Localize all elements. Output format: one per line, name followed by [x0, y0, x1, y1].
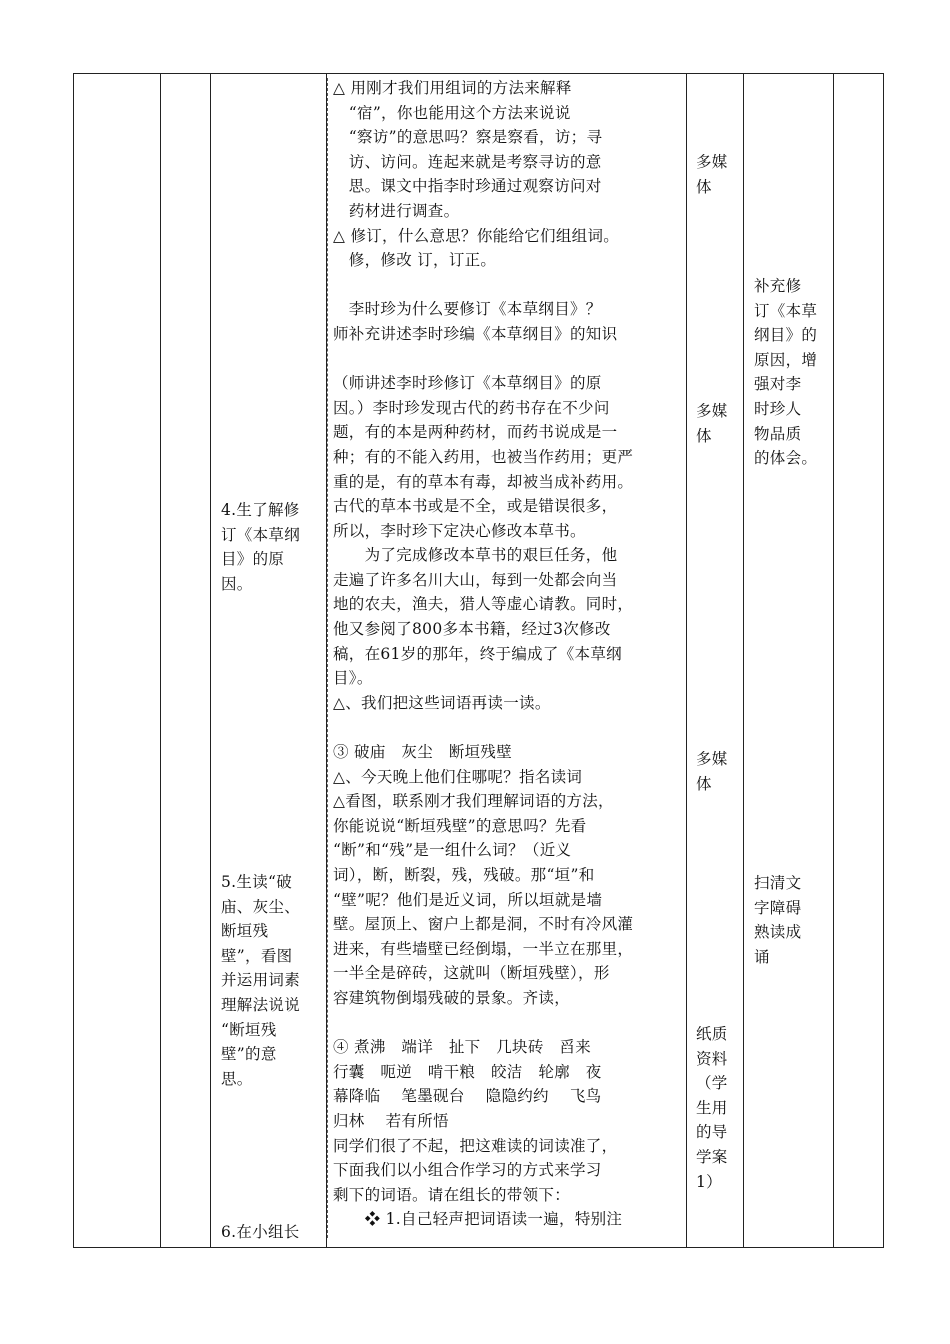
activity-line: 理解法说说: [221, 995, 301, 1014]
activity-line: 5.生读“破: [221, 873, 293, 891]
media-line: 体: [696, 177, 712, 196]
dashed-margin-line: [327, 78, 328, 1238]
content-line: 同学们很了不起，把这难读的词读准了，: [333, 1136, 618, 1155]
content-line: “宿”，你也能用这个方法来说说: [333, 103, 571, 122]
lesson-plan-table: [73, 73, 884, 1248]
activity-line: 4.生了解修: [221, 501, 300, 519]
intent-line: 物品质: [754, 424, 802, 443]
content-line: 行囊 呃逆 啃干粮 皎洁 轮廓 夜: [333, 1062, 602, 1081]
content-line: 一半全是碎砖，这就叫（断垣残壁），形: [333, 964, 610, 983]
content-line: 下面我们以小组合作学习的方式来学习: [333, 1161, 602, 1180]
media-line: 纸质: [696, 1025, 728, 1043]
content-line: 幕降临 笔墨砚台 隐隐约约 飞鸟: [333, 1087, 602, 1106]
content-line: 走遍了许多名川大山，每到一处都会向当: [333, 570, 618, 589]
activity-line: 因。: [221, 574, 253, 593]
content-line: 目》。: [333, 669, 373, 688]
intent-line: 原因，增: [754, 350, 818, 369]
content-line: 药材进行调查。: [333, 201, 460, 220]
content-line: [333, 715, 633, 740]
column-media: [687, 74, 744, 1248]
content-line: 为了完成修改本草书的艰巨任务，他: [333, 546, 618, 565]
content-line: △、我们把这些词语再读一读。: [333, 693, 551, 712]
column-teaching-content: [327, 74, 687, 1248]
content-line: 稿，在61岁的那年，终于编成了《本草纲: [333, 644, 622, 663]
media-line: （学: [696, 1074, 728, 1093]
content-line: 剩下的词语。请在组长的带领下：: [333, 1185, 571, 1204]
activity-line: 断垣残: [221, 922, 269, 941]
intent-line: 时珍人: [754, 399, 802, 418]
media-line: 生用: [696, 1098, 728, 1117]
activity-line: 壁”的意: [221, 1045, 277, 1064]
content-line: 题，有的本是两种药材，而药书说成是一: [333, 423, 618, 442]
content-line: 地的农夫，渔夫，猎人等虚心请教。同时，: [333, 595, 634, 614]
content-line: 古代的草本书或是不全，或是错误很多，: [333, 497, 618, 516]
intent-line: 补充修: [754, 277, 802, 295]
activity-line: 目》的原: [221, 550, 285, 569]
intent-line: 诵: [754, 947, 770, 966]
intent-line: 订《本草: [754, 301, 818, 320]
content-line: 思。课文中指李时珍通过观察访问对: [333, 177, 602, 196]
content-line: 词），断，断裂，残，残破。那“垣”和: [333, 866, 595, 884]
content-line: 修，修改 订，订正。: [333, 251, 497, 270]
intent-line: 熟读成: [754, 923, 802, 942]
content-line: 所以，李时珍下定决心修改本草书。: [333, 521, 586, 540]
content-line: [333, 1011, 633, 1036]
activity-line: 订《本草纲: [221, 525, 301, 544]
content-line: 访、访问。连起来就是考察寻访的意: [333, 152, 602, 171]
content-line: “察访”的意思吗？察是察看，访；寻: [333, 128, 603, 147]
content-line: 师补充讲述李时珍编《本草纲目》的知识: [333, 324, 618, 343]
media-block: [696, 399, 728, 448]
activity-line: 壁”，看图: [221, 946, 293, 965]
media-line: 学案: [696, 1147, 728, 1166]
intent-block: [754, 871, 801, 969]
activity-line: 6.在小组长: [221, 1223, 300, 1241]
intent-line: 的体会。: [754, 449, 818, 468]
media-block: [696, 1022, 728, 1194]
column-design-intent: [744, 74, 834, 1248]
activity-block-5: [221, 870, 300, 1091]
media-line: 资料: [696, 1049, 728, 1068]
content-line: 因。）李时珍发现古代的药书存在不少问: [333, 398, 610, 417]
intent-line: 字障碍: [754, 898, 802, 917]
intent-line: 强对李: [754, 375, 802, 394]
activity-block-6: [221, 1220, 300, 1245]
content-line: （师讲述李时珍修订《本草纲目》的原: [333, 374, 602, 393]
activity-block-4: [221, 498, 300, 596]
content-line: 容建筑物倒塌残破的景象。齐读，: [333, 988, 571, 1007]
content-line: 重的是，有的草本有毒，却被当成补药用。: [333, 472, 634, 491]
content-line: △ 修订，什么意思？你能给它们组组词。: [333, 226, 620, 245]
media-line: 多媒: [696, 402, 728, 420]
content-line: “壁”呢？他们是近义词，所以垣就是墙: [333, 890, 603, 909]
media-line: 多媒: [696, 750, 728, 768]
content-line: 进来，有些墙壁已经倒塌，一半立在那里，: [333, 939, 634, 958]
content-line: ③ 破庙 灰尘 断垣残壁: [333, 743, 513, 762]
content-line: 你能说说“断垣残壁”的意思吗？先看: [333, 816, 587, 835]
activity-line: “断垣残: [221, 1020, 277, 1039]
content-line: ④ 煮沸 端详 扯下 几块砖 舀来: [333, 1038, 592, 1057]
media-line: 的导: [696, 1123, 728, 1142]
activity-line: 庙、灰尘、: [221, 897, 301, 916]
intent-line: 扫清文: [754, 874, 802, 892]
content-line: “断”和“残”是一组什么词？（近义: [333, 841, 572, 860]
content-line: 李时珍为什么要修订《本草纲目》？: [333, 300, 602, 319]
column-blank-7: [834, 74, 884, 1248]
content-line: △ 用刚才我们用组词的方法来解释: [333, 79, 572, 97]
media-line: 体: [696, 774, 712, 793]
media-line: 1）: [696, 1172, 722, 1191]
content-line: 归林 若有所悟: [333, 1111, 449, 1130]
intent-line: 纲目》的: [754, 326, 818, 345]
activity-line: 并运用词素: [221, 971, 301, 990]
content-line: 种；有的不能入药用，也被当作药用；更严: [333, 447, 634, 466]
content-line: 壁。屋顶上、窗户上都是洞，不时有冷风灌: [333, 915, 634, 934]
content-line: 他又参阅了800多本书籍，经过3次修改: [333, 620, 611, 639]
media-block: [696, 747, 728, 796]
column-blank-1: [74, 74, 161, 1248]
column-student-activity: [211, 74, 327, 1248]
content-line: ❖ 1.自己轻声把词语读一遍，特别注: [333, 1210, 623, 1229]
content-line: △、今天晚上他们住哪呢？指名读词: [333, 767, 583, 786]
column-blank-2: [161, 74, 211, 1248]
media-line: 体: [696, 426, 712, 445]
teaching-content-text: [333, 76, 633, 1232]
media-line: 多媒: [696, 153, 728, 171]
activity-line: 思。: [221, 1069, 253, 1088]
content-line: [333, 273, 633, 298]
content-line: △看图，联系刚才我们理解词语的方法，: [333, 792, 614, 811]
media-block: [696, 150, 728, 199]
content-line: [333, 347, 633, 372]
intent-block: [754, 274, 817, 471]
